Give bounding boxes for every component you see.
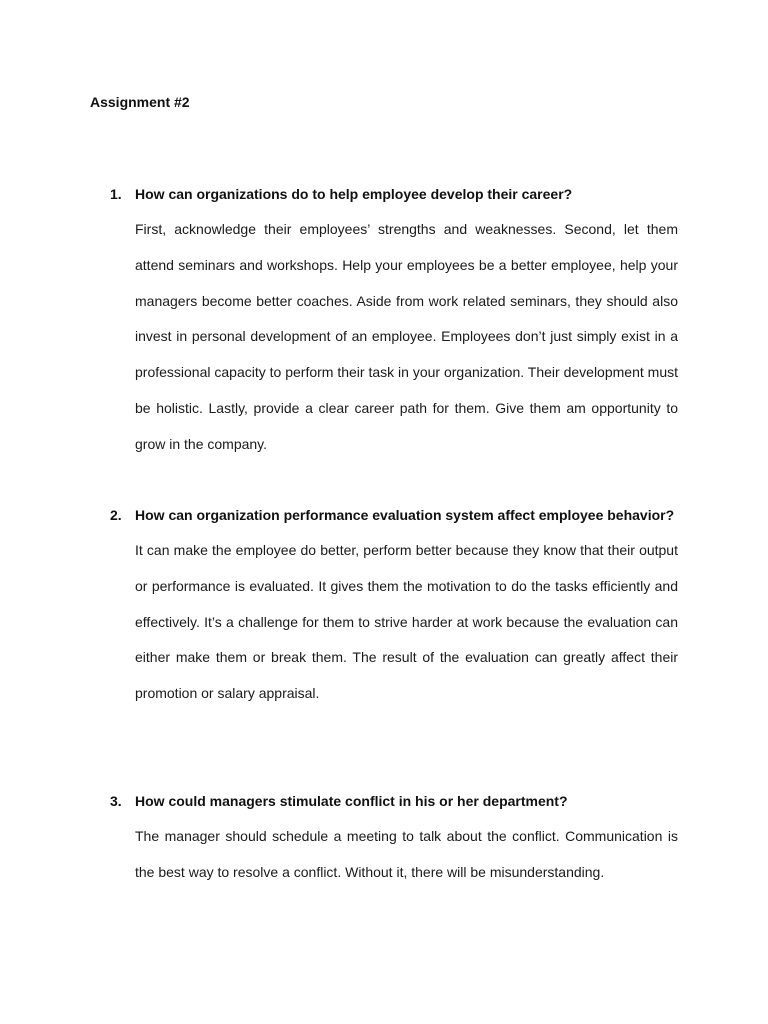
question-block-1 (110, 176, 678, 463)
question-text: How can organizations do to help employee develop their career? (135, 186, 573, 202)
question-row (110, 176, 678, 212)
question-text: How can organization performance evaluation system affect employee behavior? (135, 507, 675, 523)
question-number: 3. (110, 793, 122, 809)
question-number: 1. (110, 186, 122, 202)
question-block-3 (110, 783, 678, 891)
question-row (110, 497, 678, 533)
document-title: Assignment #2 (90, 94, 190, 110)
question-text: How could managers stimulate conflict in his or her department? (135, 793, 568, 809)
question-row (110, 783, 678, 819)
answer-text: The manager should schedule a meeting to talk about the conflict. Communication is the best way to resolve a conflict. Without it, there will be misunderstanding. (135, 828, 678, 880)
answer-text: It can make the employee do better, perform better because they know that their output or performance is evaluated. It gives them the motivation to do the tasks efficiently and effectively. It’s a challenge for them to strive harder at work because the evaluation can either make them or break them. The result of the evaluation can greatly affect their promotion or salary appraisal. (135, 542, 678, 702)
question-number: 2. (110, 507, 122, 523)
question-block-2 (110, 497, 678, 712)
answer-text: First, acknowledge their employees’ strengths and weaknesses. Second, let them attend seminars and workshops. Help your employees be a better employee, help your managers become better coaches. Aside from work related seminars, they should also invest in personal development of an employee. Employees don’t just simply exist in a professional capacity to perform their task in your organization. Their development must be holistic. Lastly, provide a clear career path for them. Give them am opportunity to grow in the company. (135, 221, 678, 452)
